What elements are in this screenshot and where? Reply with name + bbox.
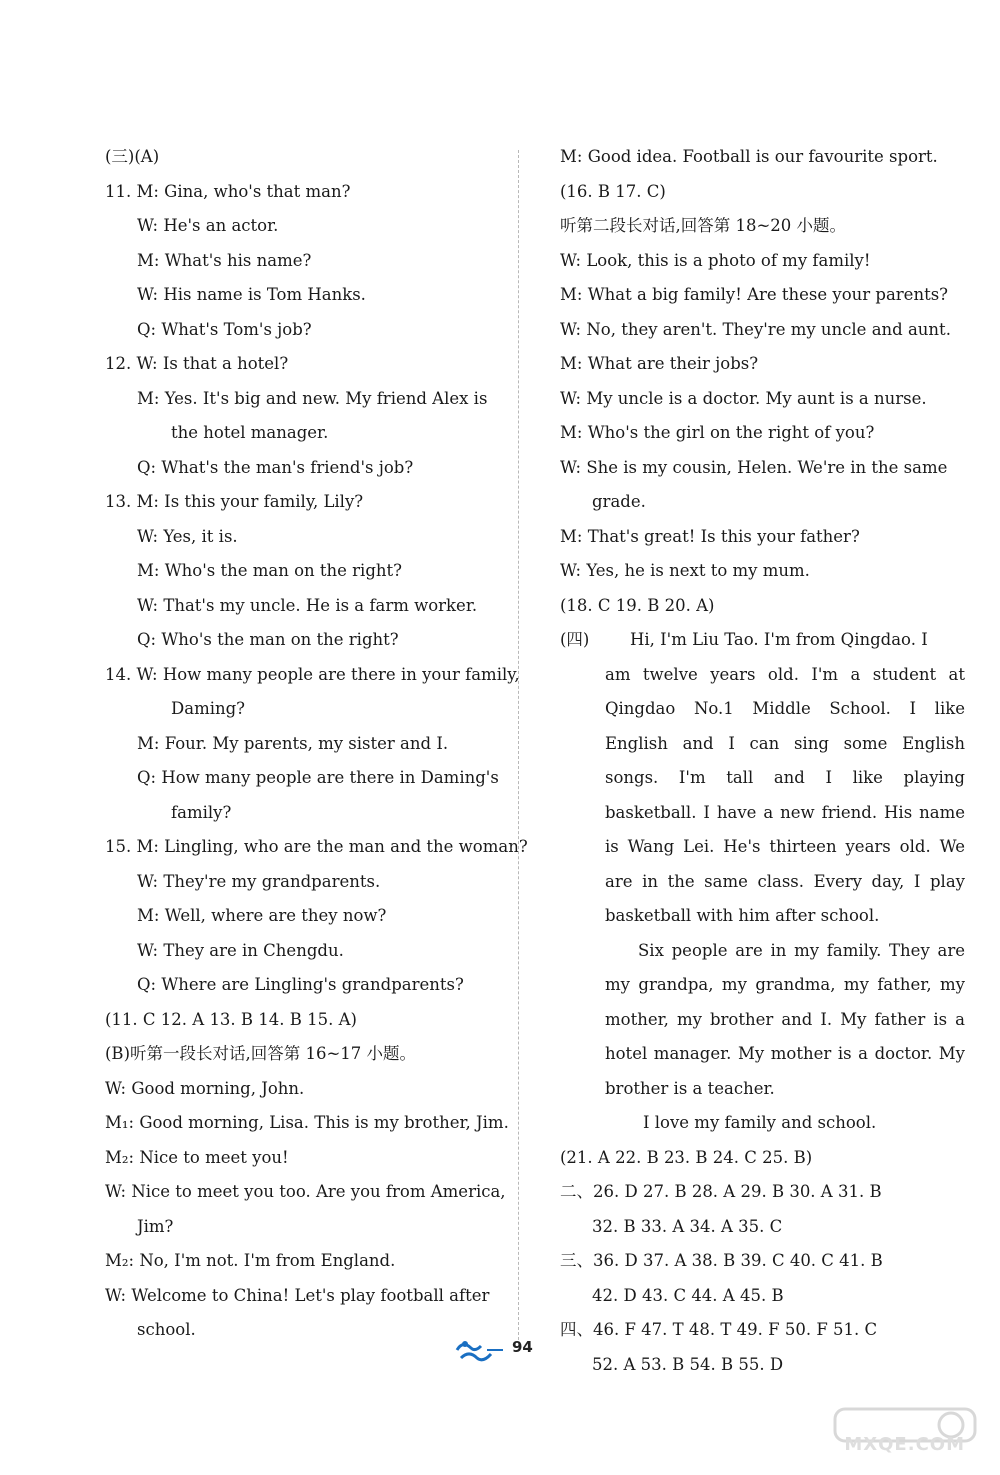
- right-bottom-line: 52. A 53. B 54. B 55. D: [592, 1354, 784, 1374]
- passage-p1-first: Hi, I'm Liu Tao. I'm from Qingdao. I: [630, 630, 928, 649]
- left-line: W: He's an actor.: [137, 216, 279, 235]
- right-top-line: M: Who's the girl on the right of you?: [560, 423, 875, 442]
- right-top-line: M: Good idea. Football is our favourite sport.: [560, 147, 938, 166]
- left-line: M: Yes. It's big and new. My friend Alex is: [137, 388, 488, 408]
- right-bottom-line: 42. D 43. C 44. A 45. B: [592, 1285, 784, 1305]
- watermark-text: MXQE.COM: [844, 1434, 965, 1455]
- left-line: 15. M: Lingling, who are the man and the woman?: [105, 837, 528, 856]
- left-line: M: Well, where are they now?: [137, 906, 387, 925]
- passage-first-line: [560, 623, 965, 658]
- right-top-line: 听第二段长对话,回答第 18~20 小题。: [560, 216, 847, 235]
- right-top-line: (18. C 19. B 20. A): [560, 595, 715, 615]
- left-line: 13. M: Is this your family, Lily?: [105, 492, 364, 511]
- left-line: 14. W: How many people are there in your family,: [105, 664, 520, 684]
- left-line: Q: Where are Lingling's grandparents?: [137, 975, 464, 994]
- right-top-lines: [560, 140, 965, 623]
- passage-p3: I love my family and school.: [643, 1113, 877, 1132]
- left-line: M₂: No, I'm not. I'm from England.: [105, 1251, 396, 1270]
- reading-passage: [560, 623, 965, 1141]
- left-line: W: Yes, it is.: [137, 526, 238, 546]
- right-bottom-line: 二、26. D 27. B 28. A 29. B 30. A 31. B: [560, 1182, 882, 1201]
- right-top-line: M: What a big family! Are these your parents?: [560, 285, 949, 304]
- passage-p2: Six people are in my family. They are my grandpa, my grandma, my father, my mother, my brother and I. My father is a hotel manager. My mother is a doctor. My brother is a teacher.: [605, 940, 965, 1098]
- left-line: M₂: Nice to meet you!: [105, 1147, 289, 1167]
- right-column: [560, 140, 965, 1382]
- left-line: Daming?: [171, 699, 246, 718]
- right-bottom-line: 四、46. F 47. T 48. T 49. F 50. F 51. C: [560, 1320, 878, 1339]
- left-line: 11. M: Gina, who's that man?: [105, 181, 351, 201]
- left-line: family?: [171, 802, 232, 822]
- passage-p1-rest: am twelve years old. I'm a student at Qingdao No.1 Middle School. I like English and I can sing some English songs. I'm tall and I like playing basketball. I have a new friend. His name is Wang Lei. He's thirteen years old. We are in the same class. Every day, I play basketball with him after school.: [605, 664, 965, 925]
- right-bottom-line: 三、36. D 37. A 38. B 39. C 40. C 41. B: [560, 1251, 883, 1270]
- left-line: W: They're my grandparents.: [137, 871, 381, 891]
- left-line: Q: What's the man's friend's job?: [137, 457, 414, 477]
- right-top-line: M: What are their jobs?: [560, 354, 759, 373]
- left-line: Q: Who's the man on the right?: [137, 630, 399, 649]
- left-column: [105, 140, 528, 1348]
- left-line: Q: What's Tom's job?: [137, 319, 312, 339]
- left-line: 12. W: Is that a hotel?: [105, 354, 289, 373]
- right-bottom-answers: [560, 1141, 965, 1383]
- right-top-line: M: That's great! Is this your father?: [560, 526, 860, 546]
- left-line: W: Welcome to China! Let's play football after: [105, 1285, 490, 1305]
- left-line: W: His name is Tom Hanks.: [137, 285, 366, 304]
- left-line: M: Who's the man on the right?: [137, 561, 402, 580]
- left-line: the hotel manager.: [171, 423, 329, 442]
- left-line: (三)(A): [105, 147, 160, 166]
- left-line: Q: How many people are there in Daming's: [137, 768, 499, 787]
- right-top-line: W: Yes, he is next to my mum.: [560, 561, 810, 580]
- left-line: M: Four. My parents, my sister and I.: [137, 733, 449, 753]
- passage-label: (四): [560, 630, 590, 649]
- publisher-logo-icon: [453, 1336, 508, 1366]
- right-top-line: (16. B 17. C): [560, 181, 666, 201]
- column-divider: [518, 150, 519, 1340]
- left-line: W: Nice to meet you too. Are you from America,: [105, 1182, 506, 1201]
- left-line: M₁: Good morning, Lisa. This is my brother, Jim.: [105, 1113, 509, 1132]
- right-top-line: W: Look, this is a photo of my family!: [560, 250, 871, 270]
- right-top-line: W: No, they aren't. They're my uncle and aunt.: [560, 319, 951, 339]
- right-bottom-line: (21. A 22. B 23. B 24. C 25. B): [560, 1147, 813, 1167]
- right-top-line: W: She is my cousin, Helen. We're in the same: [560, 457, 948, 477]
- left-line: school.: [137, 1320, 196, 1339]
- right-top-line: grade.: [592, 492, 646, 511]
- right-bottom-line: 32. B 33. A 34. A 35. C: [592, 1216, 783, 1236]
- left-line: (B)听第一段长对话,回答第 16~17 小题。: [105, 1044, 417, 1063]
- left-line: (11. C 12. A 13. B 14. B 15. A): [105, 1009, 357, 1029]
- left-line: W: That's my uncle. He is a farm worker.: [137, 595, 478, 615]
- left-line: Jim?: [137, 1216, 174, 1236]
- page-number: 94: [512, 1338, 533, 1356]
- left-line: W: Good morning, John.: [105, 1078, 305, 1098]
- left-line: W: They are in Chengdu.: [137, 940, 344, 960]
- left-line: M: What's his name?: [137, 250, 312, 270]
- right-top-line: W: My uncle is a doctor. My aunt is a nurse.: [560, 388, 927, 408]
- watermark: [825, 1405, 985, 1465]
